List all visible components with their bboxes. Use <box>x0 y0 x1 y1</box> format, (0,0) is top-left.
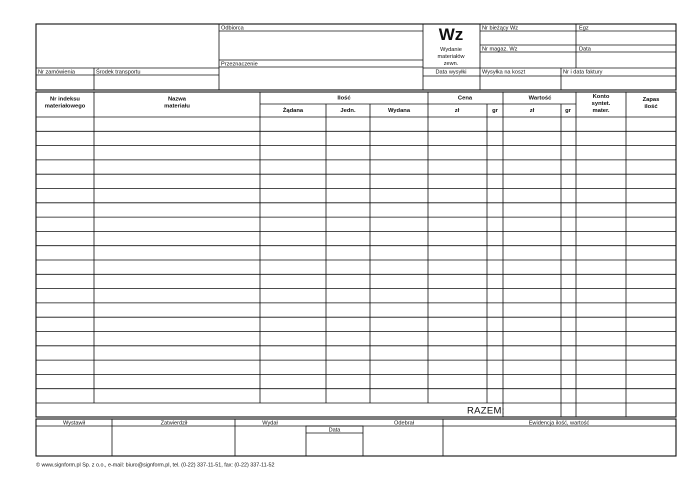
odbiorca-label: Odbiorca <box>221 25 244 32</box>
header-section <box>36 24 676 90</box>
przeznaczenie-label: Przeznaczenie <box>221 61 258 68</box>
col-cena-zl: zł <box>454 108 460 114</box>
col-nr-indeksu-2: materiałowego <box>44 103 86 110</box>
ewidencja-label: Ewidencja ilość, wartość <box>528 420 590 427</box>
form-title-line-1: Wydanie <box>440 47 462 53</box>
items-table <box>36 92 676 417</box>
col-wartosc-gr: gr <box>565 108 571 114</box>
col-konto-1: Konto <box>592 94 610 100</box>
nr-magaz-label: Nr magaz. Wz <box>482 46 518 53</box>
col-wydana: Wydana <box>387 108 411 114</box>
col-cena-gr: gr <box>492 108 498 114</box>
srodek-transportu-label: Środek transportu <box>96 69 141 76</box>
data-label: Data <box>579 46 591 53</box>
col-wartosc: Wartość <box>528 95 552 102</box>
nr-zamowienia-label: Nr zamówienia <box>38 69 75 76</box>
signatures-section <box>36 419 676 456</box>
wydal-label: Wydał <box>262 420 278 427</box>
wystawil-label: Wystawił <box>62 420 86 427</box>
footer-copyright: © www.signform.pl Sp. z o.o., e-mail: biuro@signform.pl, tel. (0-22) 337-11-51, fax: (0-22) 337-11-52 <box>36 462 275 469</box>
wysylka-na-koszt-label: Wysyłka na koszt <box>482 69 526 76</box>
col-konto-3: mater. <box>592 108 610 114</box>
col-cena: Cena <box>457 95 473 102</box>
data-wysylki-label: Data wysyłki <box>435 69 467 76</box>
col-ilosc: Ilość <box>337 95 351 102</box>
odebral-label: Odebrał <box>394 420 414 427</box>
nr-data-faktury-label: Nr i data faktury <box>563 69 603 76</box>
col-nr-indeksu-1: Nr indeksu <box>50 96 80 103</box>
form-code: Wz <box>438 25 464 44</box>
col-zapas-1: Zapas <box>642 97 660 103</box>
col-konto-2: syntet. <box>591 101 611 107</box>
signature-data-label: Data <box>328 427 341 434</box>
col-jedn: Jedn. <box>340 108 356 114</box>
nr-biezacy-label: Nr bieżący Wz <box>482 25 519 32</box>
table-row-lines <box>36 131 676 388</box>
col-zadana: Żądana <box>282 108 304 114</box>
col-zapas-2: ilość <box>644 104 658 110</box>
form-title-line-3: zewn. <box>443 61 459 67</box>
egz-label: Egz <box>579 25 589 32</box>
col-nazwa-2: materiału <box>164 103 190 110</box>
razem-label: RAZEM: <box>467 405 505 417</box>
col-wartosc-zl: zł <box>529 108 535 114</box>
col-nazwa-1: Nazwa <box>167 96 187 103</box>
form-title-line-2: materiałów <box>437 54 465 60</box>
zatwierdzil-label: Zatwierdził <box>160 420 188 427</box>
